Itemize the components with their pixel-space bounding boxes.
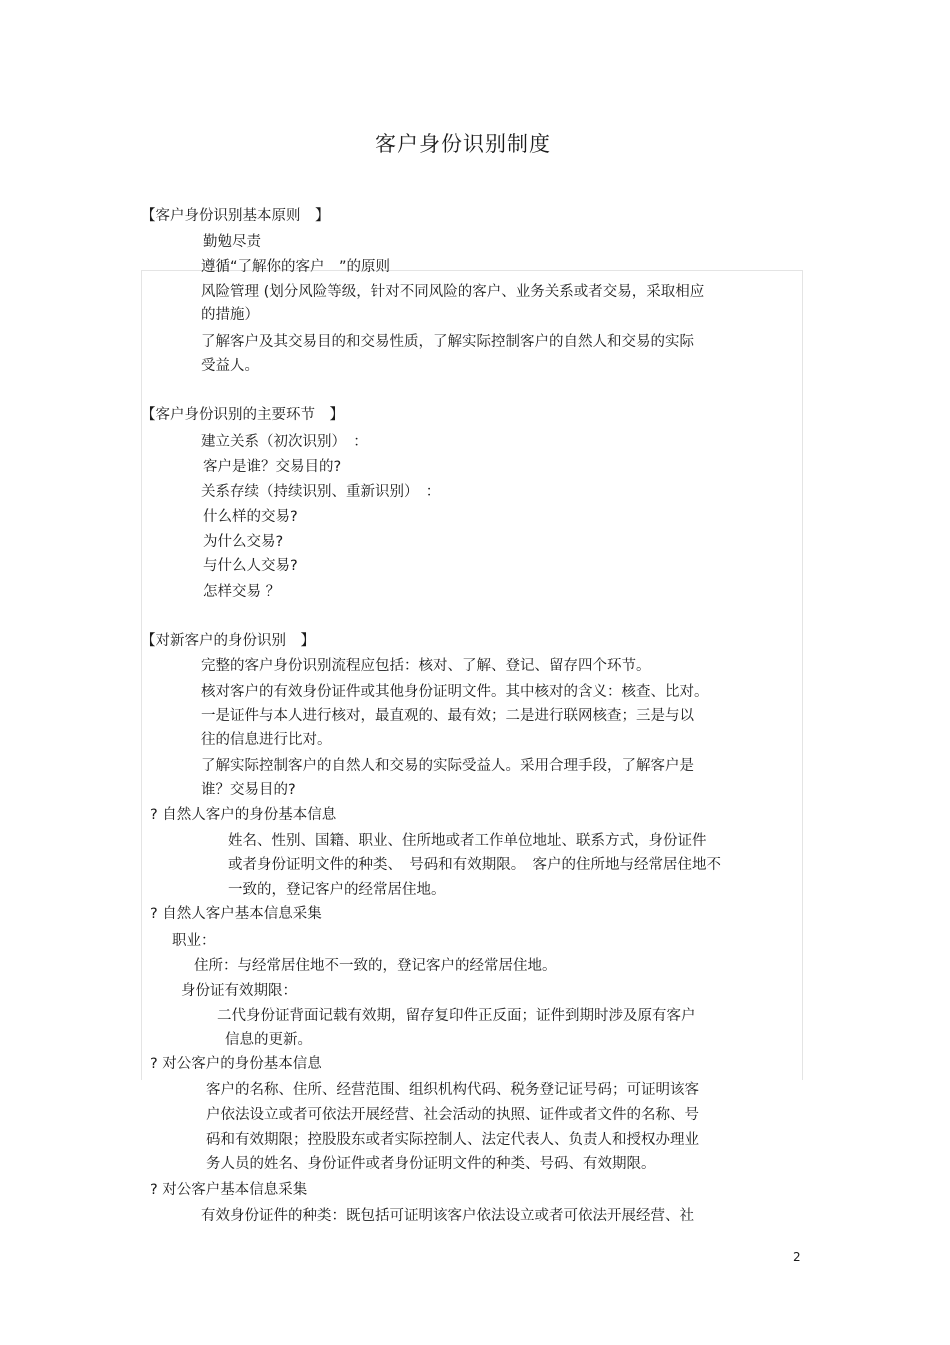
section-heading: 【对新客户的身份识别 】 <box>141 633 315 649</box>
text-line: 为什么交易? <box>203 534 284 550</box>
text-line: 完整的客户身份识别流程应包括：核对、了解、登记、留存四个环节。 <box>201 658 651 674</box>
text-line: 了解实际控制客户的自然人和交易的实际受益人。采用合理手段，了解客户是 <box>201 758 694 774</box>
text-line: 关系存续（持续识别、重新识别） ： <box>201 484 441 500</box>
text-line: 住所：与经常居住地不一致的，登记客户的经常居住地。 <box>194 958 557 974</box>
text-line: 客户的名称、住所、经营范围、组织机构代码、税务登记证号码；可证明该客 <box>206 1082 699 1098</box>
bullet-subheading: ? 对公客户基本信息采集 <box>150 1182 308 1198</box>
text-line: 往的信息进行比对。 <box>201 732 332 748</box>
text-line: 姓名、性别、国籍、职业、住所地或者工作单位地址、联系方式，身份证件 <box>228 833 707 849</box>
text-line: 职业： <box>172 933 216 949</box>
text-line: 什么样的交易? <box>203 509 298 525</box>
text-line: 有效身份证件的种类：既包括可证明该客户依法设立或者可依法开展经营、社 <box>201 1208 694 1224</box>
text-line: 了解客户及其交易目的和交易性质，了解实际控制客户的自然人和交易的实际 <box>201 334 694 350</box>
text-line: 身份证有效期限： <box>181 983 297 999</box>
text-line: 务人员的姓名、身份证件或者身份证明文件的种类、号码、有效期限。 <box>206 1156 656 1172</box>
text-line: 核对客户的有效身份证件或其他身份证明文件。其中核对的含义：核查、比对。 <box>201 684 709 700</box>
text-line: 码和有效期限；控股股东或者实际控制人、法定代表人、负责人和授权办理业 <box>206 1132 699 1148</box>
text-line: 的措施） <box>201 307 259 323</box>
bullet-subheading: ? 自然人客户基本信息采集 <box>150 906 322 922</box>
text-line: 怎样交易 ？ <box>203 584 281 600</box>
bullet-subheading: ? 自然人客户的身份基本信息 <box>150 807 337 823</box>
text-line: 与什么人交易? <box>203 558 298 574</box>
text-line: 或者身份证明文件的种类、 号码和有效期限。 客户的住所地与经常居住地不 <box>228 857 721 873</box>
document-title: 客户身份识别制度 <box>375 132 551 156</box>
page-number: 2 <box>793 1250 801 1264</box>
text-line: 谁？交易目的? <box>201 782 296 798</box>
text-line: 二代身份证背面记载有效期，留存复印件正反面；证件到期时涉及原有客户 <box>217 1008 696 1024</box>
section-heading: 【客户身份识别的主要环节 】 <box>141 407 344 423</box>
bullet-subheading: ? 对公客户的身份基本信息 <box>150 1056 322 1072</box>
text-line: 风险管理 (划分风险等级，针对不同风险的客户、业务关系或者交易，采取相应 <box>201 284 705 300</box>
text-line: 一致的，登记客户的经常居住地。 <box>228 882 446 898</box>
text-line: 受益人。 <box>201 358 259 374</box>
text-line: 一是证件与本人进行核对，最直观的、最有效；二是进行联网核查；三是与以 <box>201 708 694 724</box>
text-line: 户依法设立或者可依法开展经营、社会活动的执照、证件或者文件的名称、号 <box>206 1107 699 1123</box>
text-line: 遵循“了解你的客户 ”的原则 <box>201 259 391 275</box>
text-line: 勤勉尽责 <box>203 234 261 250</box>
text-line: 客户是谁？交易目的? <box>203 459 342 475</box>
text-line: 信息的更新。 <box>225 1032 312 1048</box>
section-heading: 【客户身份识别基本原则 】 <box>141 208 330 224</box>
text-line: 建立关系（初次识别） ： <box>201 434 368 450</box>
